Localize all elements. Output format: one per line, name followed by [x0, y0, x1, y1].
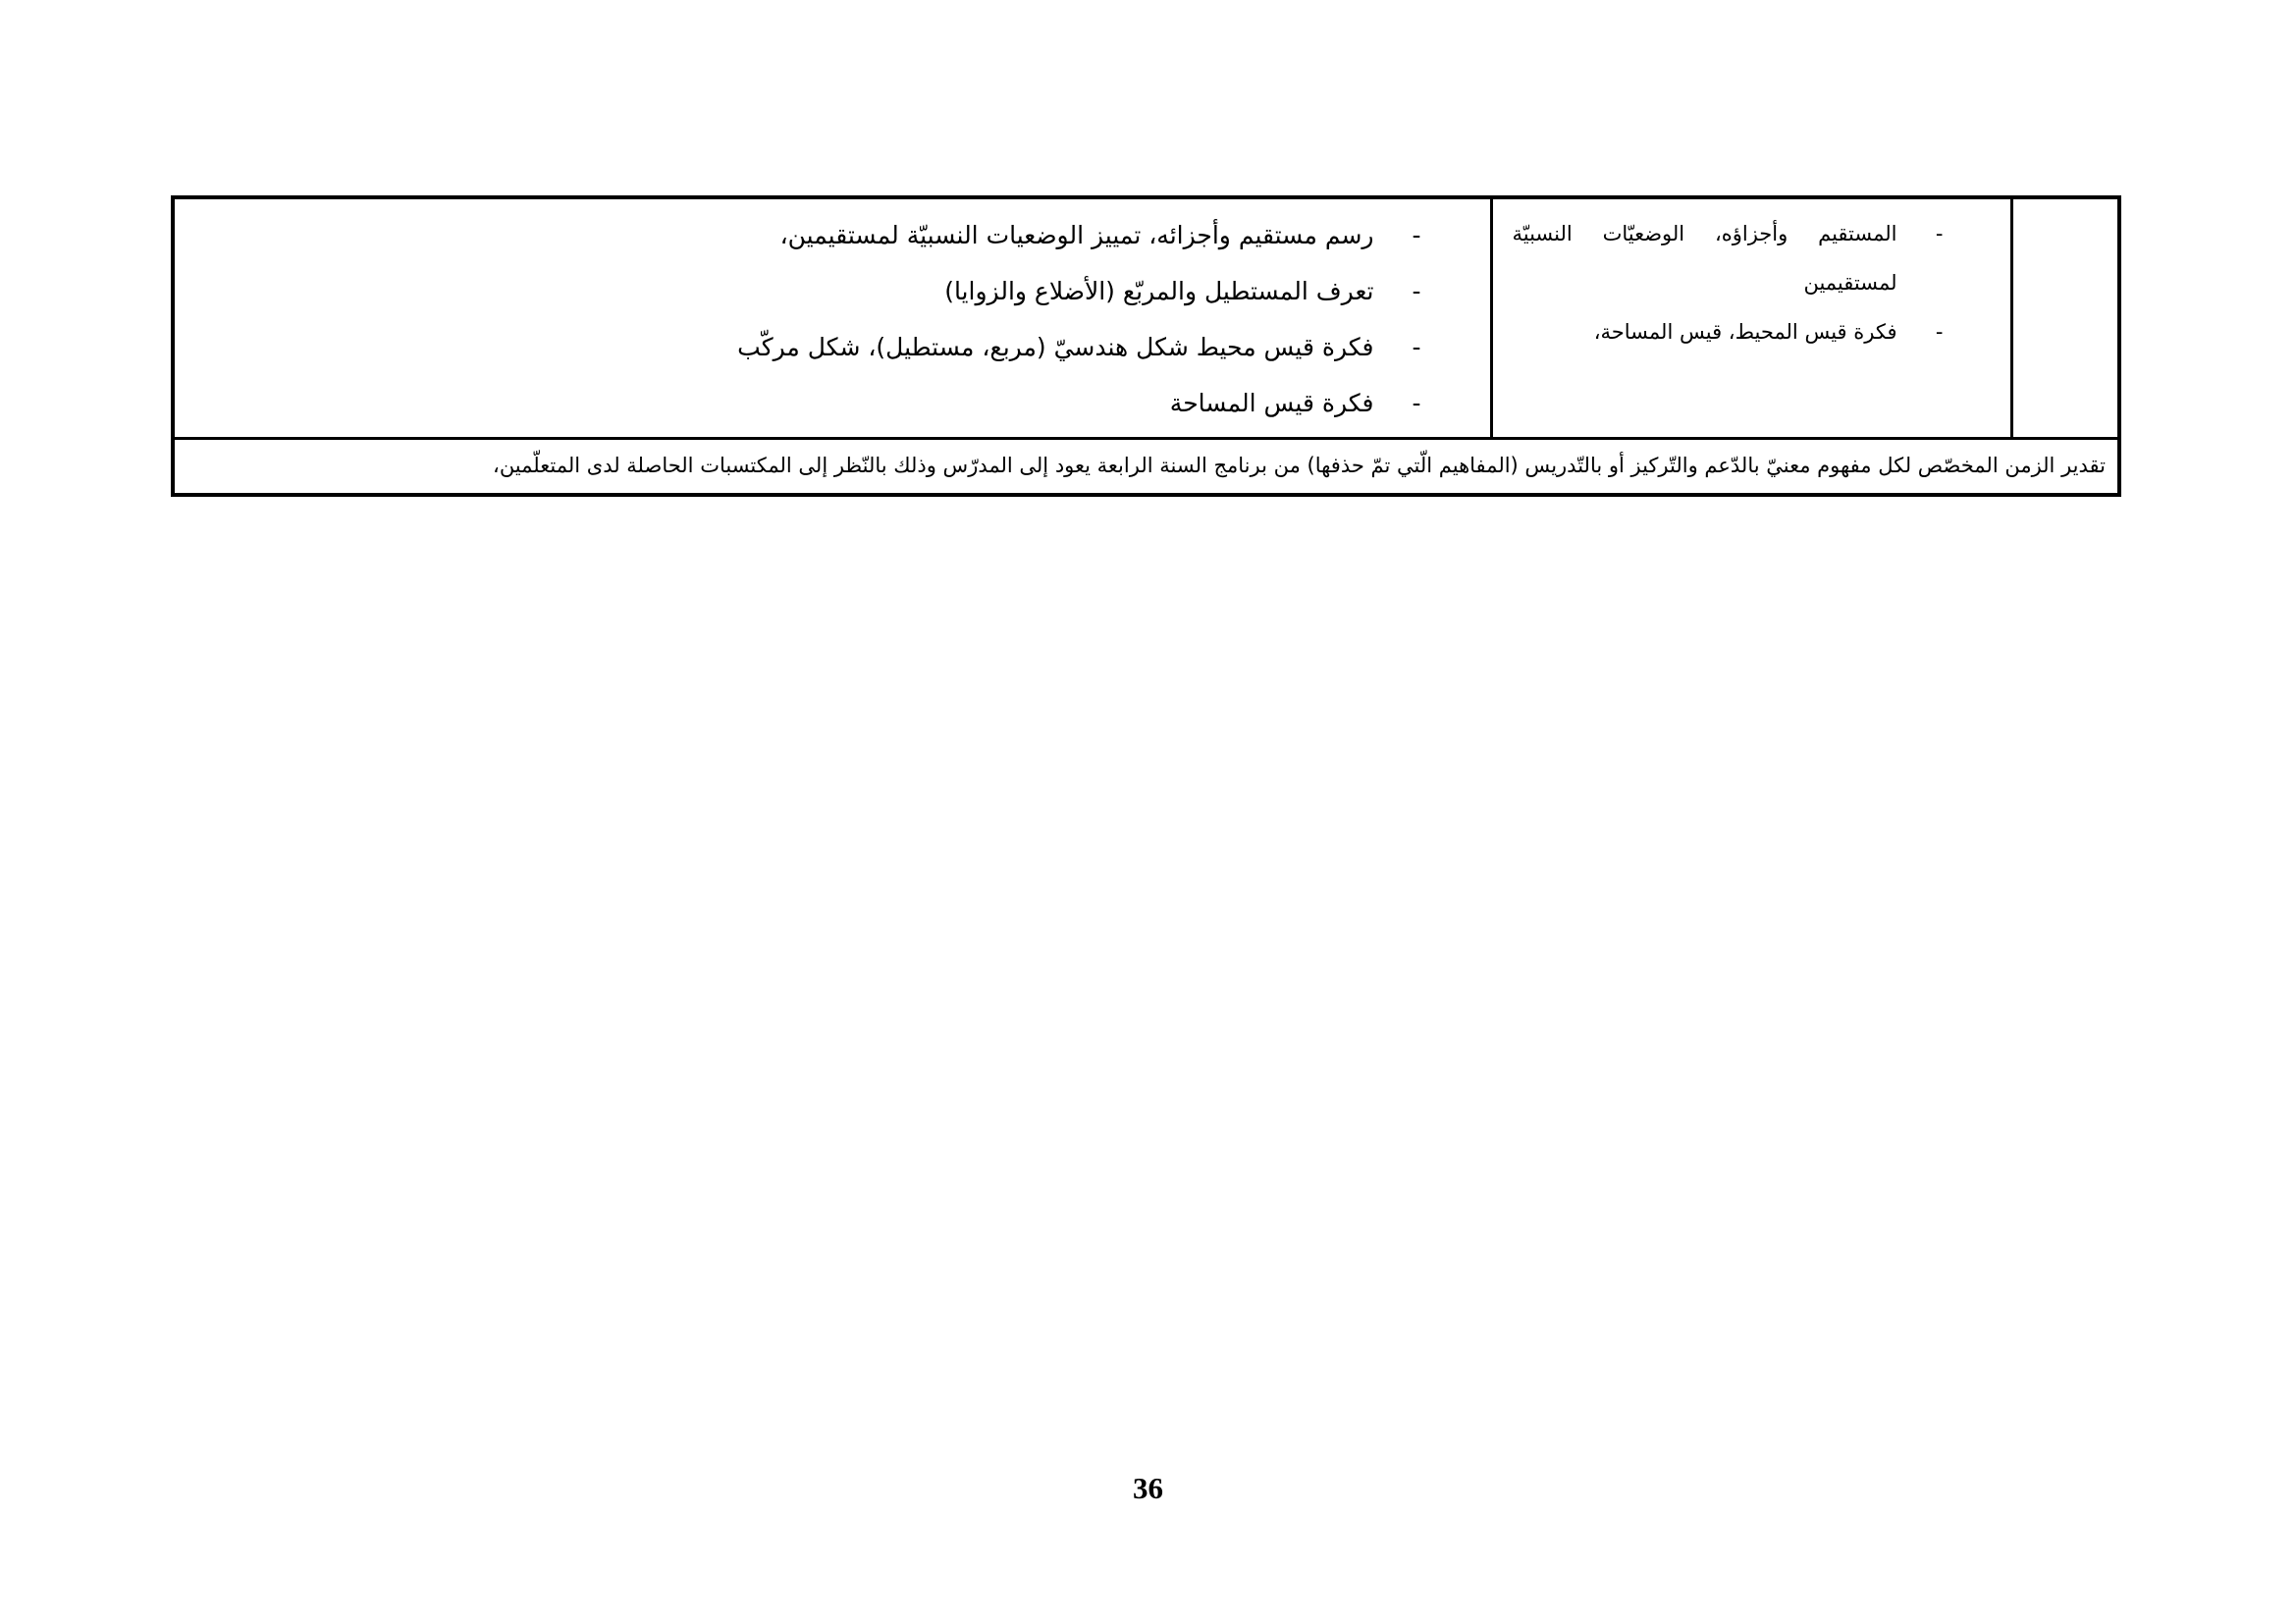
- concepts-list: [1493, 199, 2010, 364]
- dash-bullet: -: [1935, 222, 1944, 245]
- dash-bullet: -: [1412, 333, 1421, 361]
- list-item: [1493, 307, 2010, 356]
- details-list: [175, 199, 1490, 437]
- concepts-cell: [1491, 197, 2011, 439]
- curriculum-table: [171, 195, 2121, 497]
- table-row: [173, 439, 2119, 496]
- concept-text: فكرة قيس المحيط، قيس المساحة،: [1593, 320, 1897, 344]
- detail-text: فكرة قيس المساحة: [1169, 389, 1374, 417]
- page-number: 36: [1133, 1471, 1163, 1505]
- list-item: [175, 207, 1490, 263]
- dash-bullet: -: [1412, 277, 1421, 305]
- table-row: [173, 197, 2119, 439]
- list-item: [1493, 209, 2010, 307]
- dash-bullet: -: [1935, 320, 1944, 344]
- first-column-cell: [2011, 197, 2119, 439]
- detail-text: فكرة قيس محيط شكل هندسيّ (مربع، مستطيل)، شكل مركّب: [737, 333, 1374, 361]
- list-item: [175, 319, 1490, 375]
- dash-bullet: -: [1412, 389, 1421, 417]
- list-item: [175, 263, 1490, 319]
- detail-text: رسم مستقيم وأجزائه، تمييز الوضعيات النسبيّة لمستقيمين،: [779, 221, 1374, 249]
- concept-text: المستقيم وأجزاؤه، الوضعيّات النسبيّة لمستقيمين: [1512, 222, 1897, 295]
- note-cell: تقدير الزمن المخصّص لكل مفهوم معنيّ بالدّعم والتّركيز أو بالتّدريس (المفاهيم الّتي تمّ حذفها) من برنامج السنة الرابعة يعود إلى المدرّس وذلك بالنّظر إلى المكتسبات الحاصلة لدى المتعلّمين،: [173, 439, 2119, 496]
- dash-bullet: -: [1412, 221, 1421, 249]
- detail-text: تعرف المستطيل والمربّع (الأضلاع والزوايا): [944, 277, 1374, 305]
- details-cell: [173, 197, 1491, 439]
- list-item: [175, 375, 1490, 431]
